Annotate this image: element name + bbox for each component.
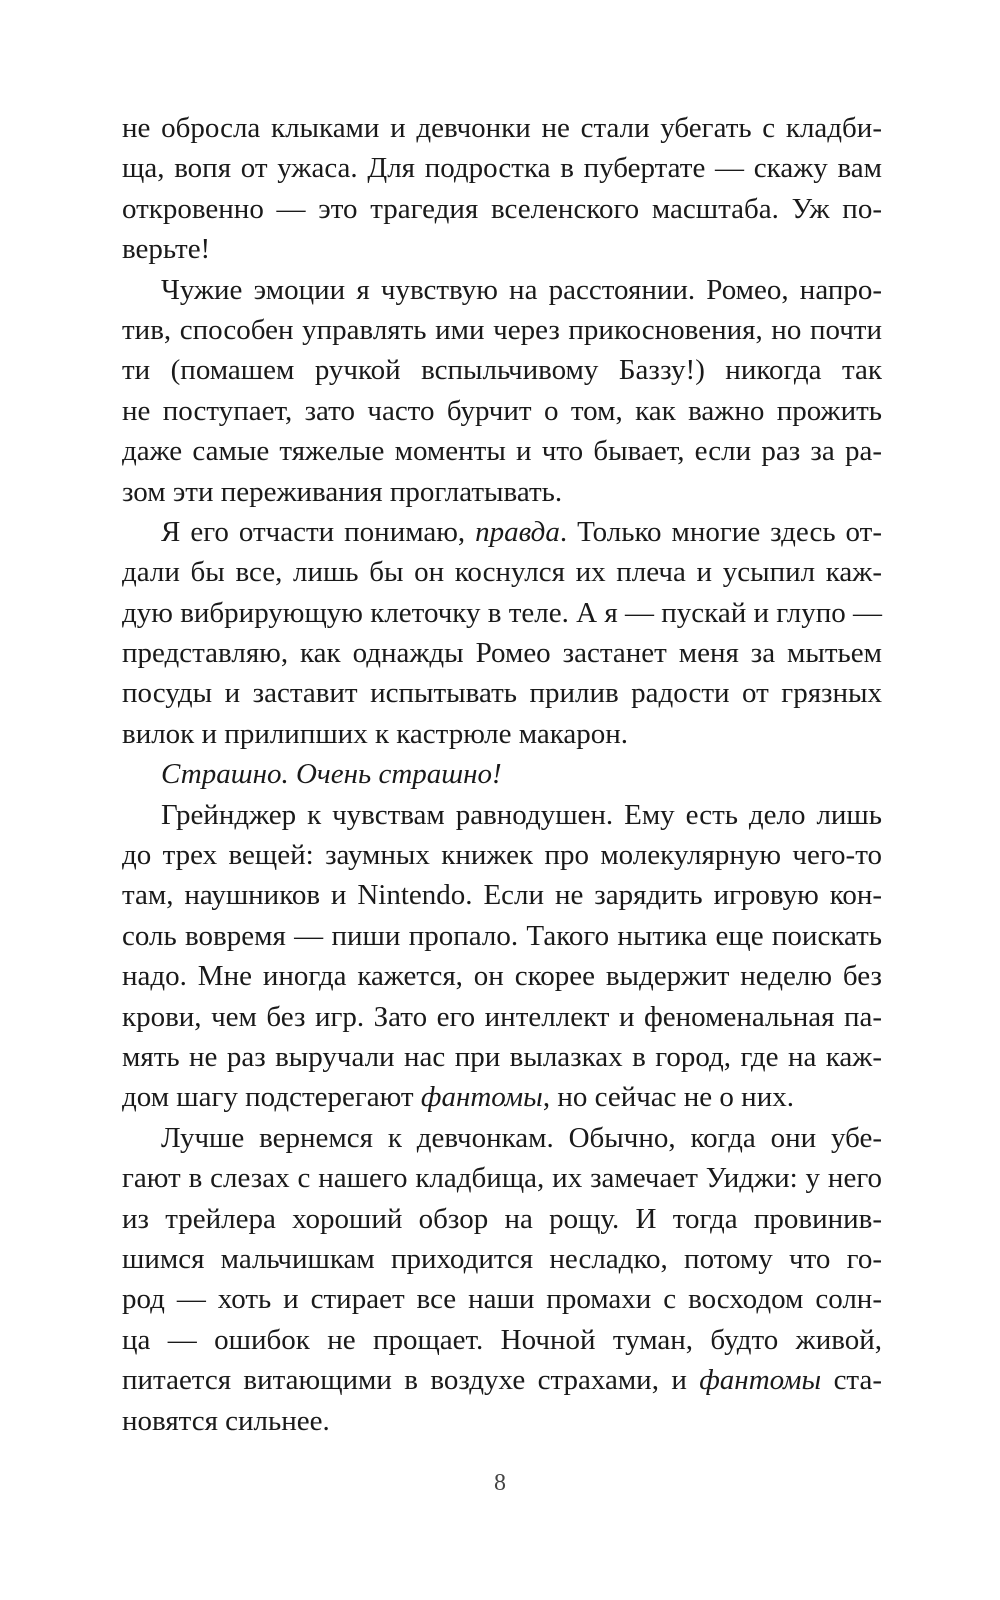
italic-text: фантомы (420, 1081, 543, 1114)
text-segment: верьте! (122, 233, 211, 266)
text-segment: Чужие эмоции я чувствую на расстоянии. Ромео, напро- (161, 273, 882, 306)
text-segment: род — хоть и стирает все наши промахи с восходом солн- (122, 1283, 882, 1316)
text-line (122, 633, 882, 673)
text-segment: надо. Мне иногда кажется, он скорее выдержит неделю без (122, 960, 882, 993)
text-line (122, 350, 882, 390)
text-segment: гают в слезах с нашего кладбища, их замечает Уиджи: у него (122, 1162, 882, 1195)
text-line (122, 552, 882, 592)
text-line (122, 229, 882, 269)
text-segment: там, наушников и Nintendo. Если не зарядить игровую кон- (122, 879, 882, 912)
text-line (122, 1199, 882, 1239)
text-segment: Грейнджер к чувствам равнодушен. Ему есть дело лишь (161, 798, 882, 831)
text-segment: до трех вещей: заумных книжек про молекулярную чего-то (122, 839, 882, 872)
text-segment: питается витающими в воздухе страхами, и (122, 1364, 700, 1397)
text-segment: дали бы все, лишь бы он коснулся их плеча и усыпил каж- (122, 556, 882, 589)
text-segment: откровенно — это трагедия вселенского масштаба. Уж по- (122, 192, 882, 225)
text-line (122, 1320, 882, 1360)
text-line (122, 714, 882, 754)
text-line (122, 1239, 882, 1279)
text-segment: крови, чем без игр. Зато его интеллект и феноменальная па- (122, 1000, 882, 1033)
text-segment: не поступает, зато часто бурчит о том, как важно прожить (122, 394, 882, 427)
text-line (122, 1037, 882, 1077)
italic-text: правда (475, 515, 560, 548)
text-segment: , но сейчас не о них. (542, 1081, 794, 1114)
text-segment: из трейлера хороший обзор на рощу. И тогда провинив- (122, 1202, 882, 1235)
text-line (122, 512, 882, 552)
body-text (122, 108, 882, 1441)
text-line (122, 956, 882, 996)
text-segment: мять не раз выручали нас при вылазках в город, где на каж- (122, 1040, 882, 1073)
text-segment: вилок и прилипших к кастрюле макарон. (122, 717, 629, 750)
text-segment: дую вибрирующую клеточку в теле. А я — пускай и глупо — (122, 596, 882, 629)
text-segment: даже самые тяжелые моменты и что бывает, если раз за ра- (122, 435, 882, 468)
text-line (122, 835, 882, 875)
text-line (122, 391, 882, 431)
text-line (122, 916, 882, 956)
text-line (122, 997, 882, 1037)
text-segment: шимся мальчишкам приходится несладко, потому что го- (122, 1242, 882, 1275)
text-line (122, 431, 882, 471)
italic-text: Страшно. Очень страшно! (161, 758, 502, 791)
text-segment: не обросла клыками и девчонки не стали убегать с кладби- (122, 112, 882, 144)
text-line (122, 754, 882, 794)
page-number: 8 (494, 1470, 506, 1496)
text-line (122, 1118, 882, 1158)
text-segment: ти (помашем ручкой вспыльчивому Баззу!) никогда так (122, 354, 882, 387)
text-line (122, 270, 882, 310)
text-segment: представляю, как однажды Ромео застанет меня за мытьем (122, 637, 882, 670)
text-segment: соль вовремя — пиши пропало. Такого нытика еще поискать (122, 919, 882, 952)
text-segment: зом эти переживания проглатывать. (122, 475, 563, 508)
text-segment: ца — ошибок не прощает. Ночной туман, будто живой, (122, 1323, 882, 1356)
text-line (122, 1158, 882, 1198)
italic-text: фантомы (699, 1364, 822, 1397)
text-line (122, 593, 882, 633)
text-line (122, 310, 882, 350)
text-line (122, 673, 882, 713)
text-line (122, 1279, 882, 1319)
text-segment: Лучше вернемся к девчонкам. Обычно, когда они убе- (161, 1121, 882, 1154)
text-line (122, 1401, 882, 1441)
text-segment: . Только многие здесь от- (559, 515, 882, 548)
text-segment: дом шагу подстерегают (122, 1081, 421, 1114)
text-segment: ща, вопя от ужаса. Для подростка в пубертате — скажу вам (122, 152, 882, 185)
text-line (122, 472, 882, 512)
text-line (122, 1360, 882, 1400)
text-segment: ста- (821, 1364, 882, 1397)
text-line (122, 1077, 882, 1117)
text-segment: посуды и заставит испытывать прилив радости от грязных (122, 677, 882, 710)
text-line (122, 795, 882, 835)
text-line (122, 189, 882, 229)
text-line (122, 108, 882, 148)
text-segment: Я его отчасти понимаю, (161, 515, 476, 548)
text-segment: новятся сильнее. (122, 1404, 330, 1437)
text-line (122, 875, 882, 915)
text-line (122, 148, 882, 188)
text-segment: тив, способен управлять ими через прикосновения, но почти (122, 313, 882, 346)
